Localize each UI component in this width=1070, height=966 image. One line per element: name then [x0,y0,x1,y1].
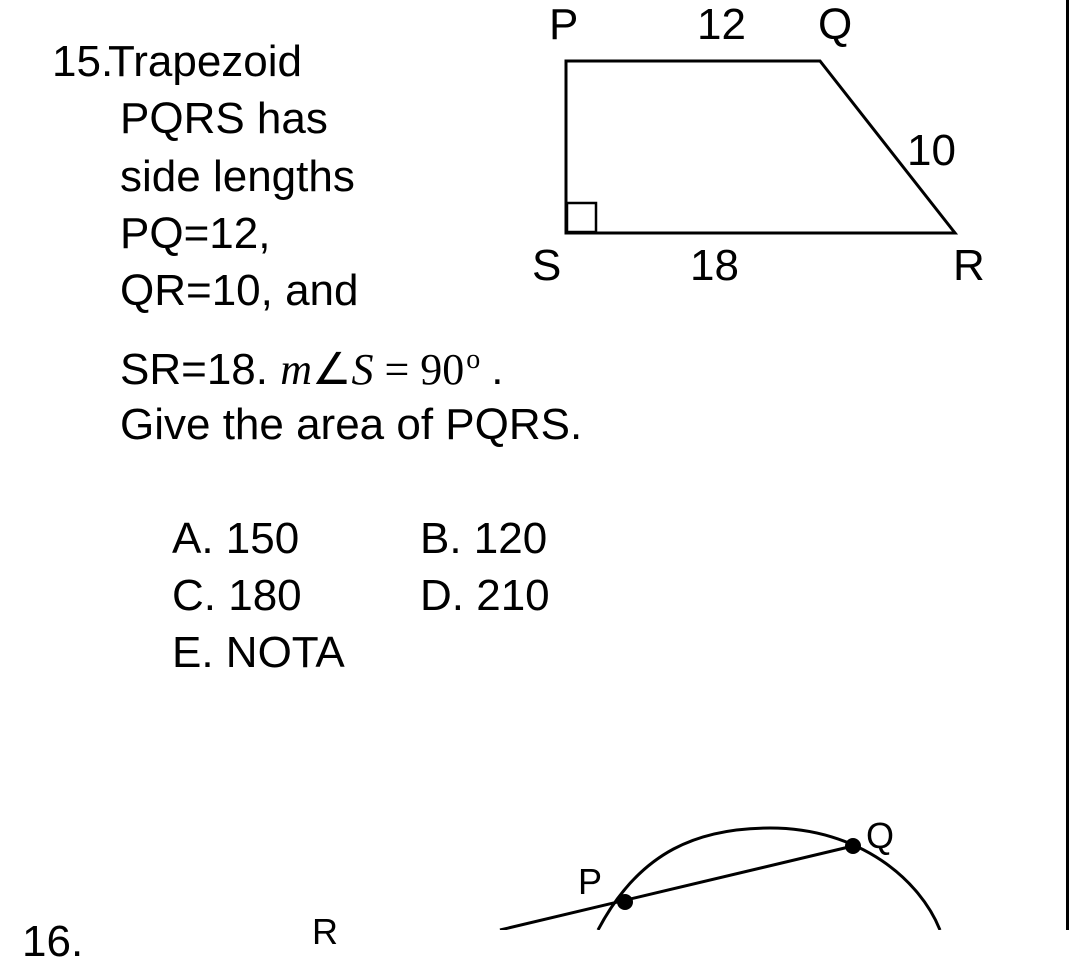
choice-d: D. 210 [420,571,550,620]
choice-a: A. 150 [172,514,300,563]
vertex-label-q: Q [818,0,853,49]
problem-15-line-4: PQ=12, [120,209,271,258]
vertex-label-s: S [532,241,562,290]
degree-mark: o [466,344,481,375]
circle-label-r: R [312,911,338,952]
circle-label-q: Q [866,815,895,856]
side-length-qr: 10 [907,126,956,175]
sentence-period: . [491,345,504,394]
vertex-label-r: R [953,241,985,290]
problem-16-number: 16. [22,917,84,966]
problem-15-line-1: Trapezoid [108,37,303,86]
point-q [845,838,861,854]
problem-15-question: Give the area of PQRS. [120,400,583,449]
secant-line [500,846,853,930]
sr-given: SR=18. [120,345,268,394]
side-length-pq: 12 [697,0,746,49]
choice-e: E. NOTA [172,628,345,677]
angle-expression: m∠S = 90$^o$ [280,344,481,394]
problem-15-line-2: PQRS has [120,94,328,143]
side-length-sr: 18 [690,241,739,290]
point-p [617,894,633,910]
problem-15-number: 15. [52,37,114,86]
vertex-label-p: P [549,0,579,49]
problem-15-line-3: side lengths [120,152,355,201]
choice-c: C. 180 [172,571,302,620]
choice-b: B. 120 [420,514,548,563]
problem-15-line-5: QR=10, and [120,266,359,315]
circle-label-p: P [578,861,603,902]
